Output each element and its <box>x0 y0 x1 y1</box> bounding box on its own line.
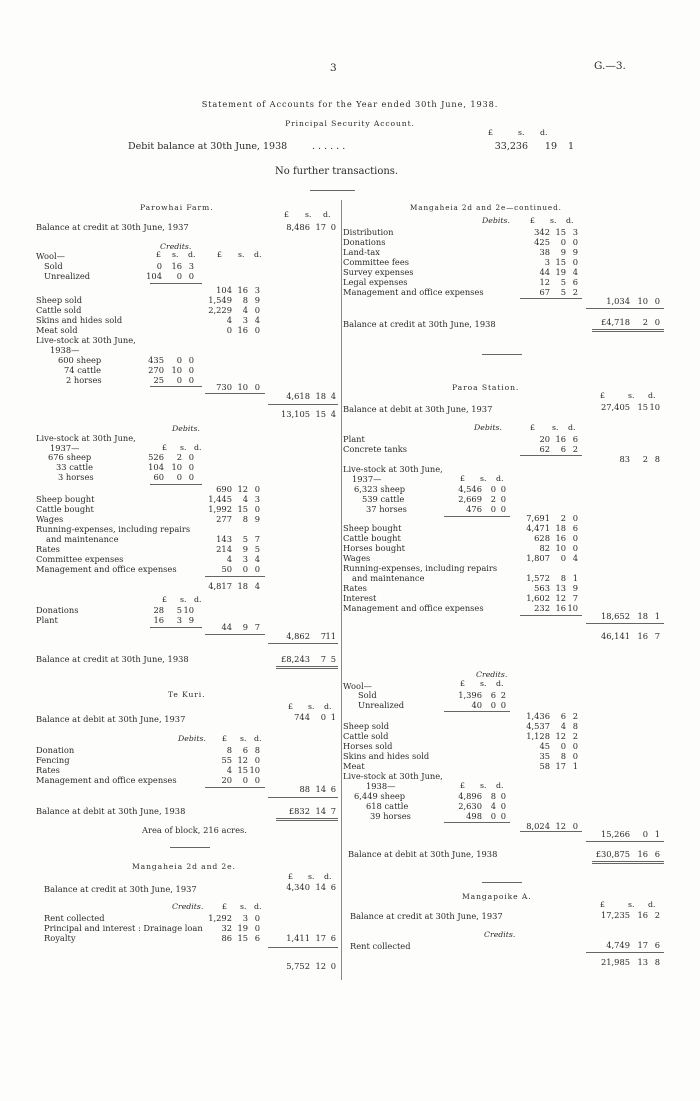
total-rule <box>268 797 338 798</box>
balance-label: Balance at debit at 30th June, 1937 <box>36 714 186 724</box>
page: 3 G.—3. Statement of Accounts for the Year ended 30th June, 1938. Principal Security Account. £ s. d. Debit balance at 30th June, 1938 . . . . . . 33,236 19 1 No further transactions. Parowhai Farm. £ s. d. Balance at credit at 30th June, 1937 8,486 17 0 Credits. Wool— £ s. d. £ s. d. Sold 0 16 3 Unrealized 104 0 0 104 16 3 Sheep sold 1,549 8 9 Cattle sold 2,229 4 0 Skins and hides sold 4 3 4 Meat sold 0 16 0 Live-stock at 30th June, 1938— 600 sheep 435 0 0 74 cattle 270 10 0 2 horses 25 0 0 730 10 0 4,618 18 4 13,105 15 4 Debits. Live-stock at 30th June, 1937— £ s. d. 676 sheep 526 2 0 33 cattle 104 10 0 3 horses 60 0 0 690 12 0 Sheep bought 1,445 4 3 Cattle bought 1,992 15 0 Wages 277 8 9 Running-expenses, including repairs and maintenance 143 5 7 Rates 214 9 5 Committee expenses 4 3 4 Management and office expenses 50 0 0 4,817 18 4 £ s. d. Donations 28 5 10 Plant 16 3 9 44 9 7 4,862 7 11 Balance at credit at 30th June, 1938 £8,243 7 5 Te Kuri. £ s. d. Balance at debit at 30th June, 1937 744 0 1 Debits. £ s. d. Donation 8 6 8 Fencing 55 12 0 Rates 4 15 10 Management and office expenses 20 0 0 88 14 6 Balance at debit at 30th June, 1938 £832 14 7 Area of block, 216 acres. Mangaheia 2d and 2e. £ s. d. Balance at credit at 30th June, 1937 4,340 14 6 Credits. £ s. d. Rent collected 1,292 3 0 Principal and interest : Drainage loan 32 19 0 Royalty 86 15 6 1,411 17 6 5,752 12 0 Mangaheia 2d and 2e—continued. Debits. £ s. d. Distribution 342 15 3 Donations 425 0 0 Land-tax 38 9 9 Committee fees 3 15 0 Survey expenses 44 19 4 Legal expenses 12 5 6 Management and office expenses 67 5 2 1,034 10 0 Balance at credit at 30th June, 1938 £4,718 2 0 Paroa Station. £ s. d. Balance at debit at 30th June, 1937 27,405 15 10 Debits. £ s. d. Plant 20 16 6 Concrete tanks 62 6 2 83 2 8 Live-stock at 30th June, 1937— £ s. d. 6,323 sheep 4,546 0 0 539 cattle 2,669 2 0 37 horses 476 0 0 7,691 2 0 Sheep bought 4,471 18 6 Cattle bought 628 16 0 Horses bought 82 10 0 Wages 1,807 0 4 Running-expenses, including repairs and maintenance 1,572 8 1 Rates 563 13 9 Interest 1,602 12 7 Management and office expenses 232 16 10 18,652 18 1 46,141 16 7 Credits. Wool— £ s. d. Sold 1,396 6 2 Unrealized 40 0 0 1,436 6 2 Sheep sold 4,537 4 8 Cattle sold 1,128 12 2 Horses sold 45 0 0 Skins and hides sold 35 8 0 Meat 58 17 1 Live-stock at 30th June, 1938— £ s. d. 6,449 sheep 4,896 8 0 618 cattle 2,630 4 0 39 horses 498 0 0 8,024 12 0 15,266 0 1 Balance at debit at 30th June, 1938 £30,875 16 6 Mangapoike A. £ s. d. Balance at credit at 30th June, 1937 17,235 16 2 Credits. Rent collected 4,749 17 6 21,985 13 8 <box>0 0 700 1101</box>
row-label: Sheep sold <box>343 721 390 731</box>
subtotal-rule <box>205 634 265 635</box>
row-label: Meat <box>343 761 365 771</box>
row-label: and maintenance <box>352 573 425 583</box>
row-label: Wages <box>36 514 64 524</box>
row-label: Wages <box>343 553 371 563</box>
row-label: 3 horses <box>58 472 94 482</box>
row-label: Unrealized <box>358 700 405 710</box>
row-label: Sheep bought <box>343 523 402 533</box>
area-note: Area of block, 216 acres. <box>142 825 247 835</box>
row-label: Running-expenses, including repairs <box>343 563 498 573</box>
row-label: Interest <box>343 593 377 603</box>
debits-label: Debits. <box>172 424 200 433</box>
row-label: Live-stock at 30th June, <box>36 335 136 345</box>
subtotal-rule <box>520 298 582 299</box>
total-rule <box>592 861 664 862</box>
row-label: Skins and hides sold <box>343 751 430 761</box>
closing-label: Balance at credit at 30th June, 1938 <box>343 319 496 329</box>
closing-label: Balance at debit at 30th June, 1938 <box>36 806 186 816</box>
total-rule <box>276 668 338 669</box>
row-label: Cattle bought <box>343 533 401 543</box>
page-number: 3 <box>330 62 337 74</box>
divider <box>310 190 355 191</box>
balance-label: Balance at credit at 30th June, 1937 <box>350 911 503 921</box>
credits-label: Credits. <box>476 670 508 679</box>
row-label: Sheep sold <box>36 295 83 305</box>
subtotal-rule <box>444 516 510 517</box>
unrealized-label: Unrealized <box>44 271 91 281</box>
row-label: Cattle bought <box>36 504 94 514</box>
debit-balance-label: Debit balance at 30th June, 1938 <box>128 141 288 152</box>
row-label: 1938— <box>366 781 396 791</box>
row-label: Principal and interest : Drainage loan <box>44 923 203 933</box>
debits-label: Debits. <box>178 734 206 743</box>
row-label: 2 horses <box>66 375 102 385</box>
row-label: Sold <box>358 690 377 700</box>
row-label: Donations <box>343 237 386 247</box>
subtotal-rule <box>520 455 582 456</box>
row-label: 1938— <box>50 345 80 355</box>
subtotal-rule <box>205 576 265 577</box>
divider <box>170 847 210 848</box>
wool-label: Wool— <box>36 251 65 261</box>
row-label: Royalty <box>44 933 76 943</box>
row-label: Running-expenses, including repairs <box>36 524 191 534</box>
tekuri-title: Te Kuri. <box>168 690 206 699</box>
total-rule <box>276 820 338 821</box>
parowhai-title: Parowhai Farm. <box>140 203 214 212</box>
no-transactions-note: No further transactions. <box>275 166 399 177</box>
total-rule <box>268 404 338 405</box>
row-label: Management and office expenses <box>343 287 484 297</box>
row-label: Horses bought <box>343 543 405 553</box>
row-label: 600 sheep <box>58 355 102 365</box>
row-label: 1937— <box>50 443 80 453</box>
subtotal-rule <box>444 711 510 712</box>
row-label: Distribution <box>343 227 394 237</box>
total-rule <box>586 841 664 842</box>
row-label: 539 cattle <box>362 494 405 504</box>
row-label: Rates <box>36 765 60 775</box>
balance-label: Balance at debit at 30th June, 1937 <box>343 404 493 414</box>
total-rule <box>586 952 664 953</box>
total-rule <box>592 863 664 864</box>
subtotal-rule <box>520 615 582 616</box>
row-label: Rates <box>36 544 60 554</box>
column-divider <box>341 200 342 980</box>
row-label: Donation <box>36 745 75 755</box>
total-rule <box>268 643 338 644</box>
row-label: Land-tax <box>343 247 380 257</box>
row-label: Rates <box>343 583 367 593</box>
row-label: Horses sold <box>343 741 393 751</box>
row-label: 618 cattle <box>366 801 409 811</box>
row-label: 676 sheep <box>48 452 92 462</box>
total-rule <box>268 947 338 948</box>
row-label: Management and office expenses <box>343 603 484 613</box>
row-label: Meat sold <box>36 325 78 335</box>
divider <box>482 882 522 883</box>
subtotal-rule <box>205 787 265 788</box>
total-rule <box>276 666 338 667</box>
subtotal-rule <box>150 386 202 387</box>
page-ref: G.—3. <box>594 60 626 72</box>
statement-title: Statement of Accounts for the Year ended 30th June, 1938. <box>201 99 499 109</box>
subtotal-rule <box>150 627 202 628</box>
total-rule <box>592 329 664 330</box>
total-rule <box>592 331 664 332</box>
row-label: Live-stock at 30th June, <box>343 464 443 474</box>
subtotal-rule <box>150 283 202 284</box>
debits-label: Debits. <box>474 423 502 432</box>
row-label: 37 horses <box>366 504 407 514</box>
credits-label: Credits. <box>484 930 516 939</box>
row-label: Live-stock at 30th June, <box>36 433 136 443</box>
row-label: 39 horses <box>370 811 411 821</box>
subtotal-rule <box>150 484 202 485</box>
total-rule <box>586 623 664 624</box>
balance-label: Balance at credit at 30th June, 1937 <box>44 884 197 894</box>
subtotal-rule <box>520 831 582 832</box>
row-label: Committee expenses <box>36 554 124 564</box>
mangaheia-continued-title: Mangaheia 2d and 2e—continued. <box>410 203 562 212</box>
closing-label: Balance at credit at 30th June, 1938 <box>36 654 189 664</box>
dot-leader: . . . . . . <box>312 141 346 152</box>
row-label: Management and office expenses <box>36 564 177 574</box>
row-label: Concrete tanks <box>343 444 408 454</box>
account-subtitle: Principal Security Account. <box>285 119 415 128</box>
row-label: Sheep bought <box>36 494 95 504</box>
row-label: Donations <box>36 605 79 615</box>
row-label: Plant <box>343 434 365 444</box>
debits-label: Debits. <box>482 216 510 225</box>
paroa-title: Paroa Station. <box>452 383 520 392</box>
divider <box>482 354 522 355</box>
row-label: Rent collected <box>350 941 411 951</box>
row-label: Cattle sold <box>343 731 389 741</box>
balance-label: Balance at credit at 30th June, 1937 <box>36 222 189 232</box>
credits-label: Credits. <box>172 902 204 911</box>
credits-label: Credits. <box>160 242 192 251</box>
row-label: 6,449 sheep <box>354 791 406 801</box>
row-label: Plant <box>36 615 58 625</box>
row-label: Live-stock at 30th June, <box>343 771 443 781</box>
total-rule <box>586 308 664 309</box>
row-label: 33 cattle <box>56 462 94 472</box>
row-label: Rent collected <box>44 913 105 923</box>
subtotal-rule <box>205 393 265 394</box>
subtotal-rule <box>444 822 510 823</box>
row-label: Skins and hides sold <box>36 315 123 325</box>
row-label: 1937— <box>352 474 382 484</box>
row-label: Management and office expenses <box>36 775 177 785</box>
closing-label: Balance at debit at 30th June, 1938 <box>348 849 498 859</box>
row-label: Committee fees <box>343 257 410 267</box>
total-rule <box>276 818 338 819</box>
row-label: 74 cattle <box>64 365 102 375</box>
mangaheia-title: Mangaheia 2d and 2e. <box>132 862 236 871</box>
row-label: Survey expenses <box>343 267 414 277</box>
row-label: Legal expenses <box>343 277 408 287</box>
row-label: Fencing <box>36 755 70 765</box>
row-label: and maintenance <box>46 534 119 544</box>
row-label: 6,323 sheep <box>354 484 406 494</box>
row-label: Cattle sold <box>36 305 82 315</box>
sold-label: Sold <box>44 261 63 271</box>
mangapoike-title: Mangapoike A. <box>462 892 532 901</box>
row-label: Wool— <box>343 681 372 691</box>
